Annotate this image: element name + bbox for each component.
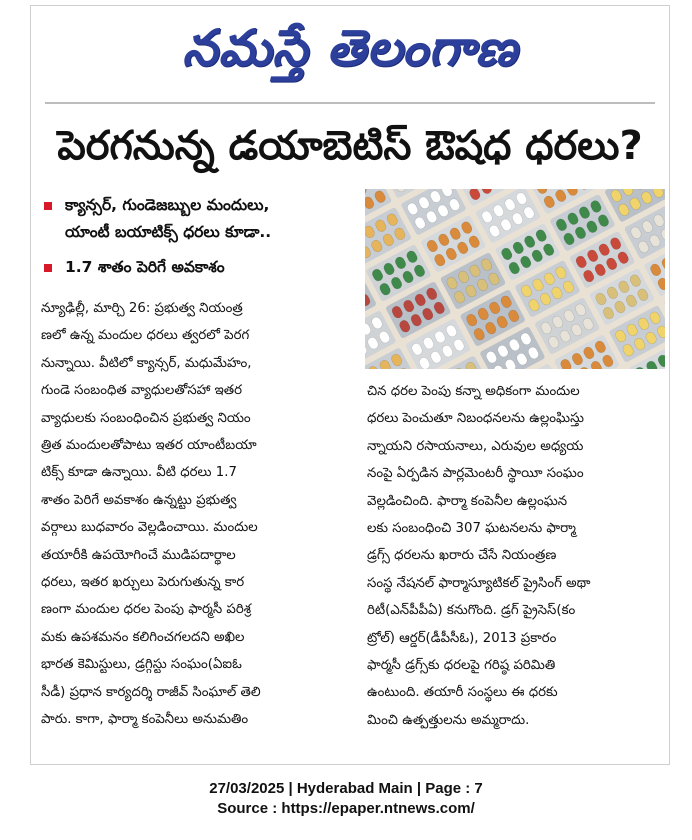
text-line: నంపై ఏర్పడిన పార్లమెంటరీ స్థాయీ సంఘం <box>367 466 584 482</box>
text-line: వర్గాలు బుధవారం వెల్లడించాయి. మందుల <box>41 520 258 536</box>
text-line: ణలో ఉన్న మందుల ధరలు త్వరలో పెరగ <box>41 328 250 344</box>
edition-info: 27/03/2025 | Hyderabad Main | Page : 7 <box>209 780 483 797</box>
divider <box>45 102 655 104</box>
text-line: వ్యాధులకు సంబంధించిన ప్రభుత్వ నియం <box>41 410 251 426</box>
source-link[interactable]: Source : https://epaper.ntnews.com/ <box>217 800 475 817</box>
text-line: వెల్లడించింది. ఫార్మా కంపెనీల ఉల్లంఘన <box>367 493 568 509</box>
text-line: గుండె సంబంధిత వ్యాధులతోసహా ఇతర <box>41 383 243 399</box>
text-line: ణంగా మందుల ధరల పెంపు ఫార్మసీ పరిశ్ర <box>41 602 252 618</box>
masthead-logo: నమస్తే తెలంగాణ <box>182 19 518 77</box>
text-line: ధరలు పెంచుతూ నిబంధనలను ఉల్లంఘిస్తు <box>367 411 585 427</box>
article-headline: పెరగనున్న డయాబెటిస్ ఔషధ ధరలు? <box>57 123 643 169</box>
highlight-item <box>41 192 371 246</box>
text-line: సంస్థ నేషనల్ ఫార్మాస్యూటికల్ ప్రైసింగ్ అథా <box>367 575 591 591</box>
highlight-line: 1.7 శాతం పెరిగే అవకాశం <box>65 258 225 276</box>
blister-packs-icon <box>365 189 665 369</box>
text-line: పారు. కాగా, ఫార్మా కంపెనీలు అనుమతిం <box>41 712 249 728</box>
text-line: న్యూఢిల్లీ, మార్చి 26: ప్రభుత్వ నియంత్ర <box>41 301 243 316</box>
text-line: రిటీ(ఎన్‌పీపీఏ) కనుగొంది. డ్రగ్ ప్రైసెస్(కం <box>367 603 576 619</box>
text-line: త్రిత మందులతోపాటు ఇతర యాంటీబయా <box>41 438 257 454</box>
text-line: డ్రగ్స్ ధరలను ఖరారు చేసే నియంత్రణ <box>367 548 557 564</box>
text-line: చిన ధరల పెంపు కన్నా అధికంగా మందుల <box>367 384 580 399</box>
newspaper-clipping <box>30 5 670 765</box>
bullet-square-icon <box>44 202 52 210</box>
text-line: ఉంటుంది. తయారీ సంస్థలు ఈ ధరకు <box>367 685 558 701</box>
highlights <box>41 192 371 281</box>
highlight-line: యాంటీ బయాటిక్స్ ధరలు కూడా.. <box>65 223 272 241</box>
highlight-line: క్యాన్సర్, గుండెజబ్బుల మందులు, <box>65 196 270 214</box>
text-line: తయారీకి ఉపయోగించే ముడిపదార్థాల <box>41 547 236 563</box>
text-line: భారత కెమిస్టులు, డ్రగ్గిస్టు సంఘం(ఏఐఓ <box>41 657 242 673</box>
text-line: న్నాయని రసాయనాలు, ఎరువుల అధ్యయ <box>367 438 584 454</box>
medicine-blister-packs-photo <box>365 189 665 369</box>
text-line: మకు ఉపశమనం కలిగించగలదని అఖిల <box>41 629 245 645</box>
text-line: ధరలు, ఇతర ఖర్చులు పెరుగుతున్న కార <box>41 575 245 591</box>
article-column-right <box>367 378 663 734</box>
text-line: నున్నాయి. వీటిలో క్యాన్సర్, మధుమేహం, <box>41 355 252 371</box>
article-column-left <box>41 295 359 734</box>
text-line: ట్రోల్) ఆర్డర్(డీపీసీఓ), 2013 ప్రకారం <box>367 630 557 646</box>
bullet-square-icon <box>44 264 52 272</box>
highlight-item <box>41 254 371 281</box>
text-line: టిక్స్ కూడా ఉన్నాయి. వీటి ధరలు 1.7 <box>41 465 237 481</box>
text-line: లకు సంబంధించి 307 ఘటనలను ఫార్మా <box>367 521 576 537</box>
text-line: శాతం పెరిగే అవకాశం ఉన్నట్టు ప్రభుత్వ <box>41 492 237 508</box>
text-line: సీడీ) ప్రధాన కార్యదర్శి రాజీవ్ సింఘాల్ తెలి <box>41 684 261 700</box>
text-line: ఫార్మసీ డ్రగ్స్‌కు ధరలపై గరిష్ఠ పరిమితి <box>367 658 556 674</box>
text-line: మించి ఉత్పత్తులను అమ్మరాదు. <box>367 712 530 728</box>
